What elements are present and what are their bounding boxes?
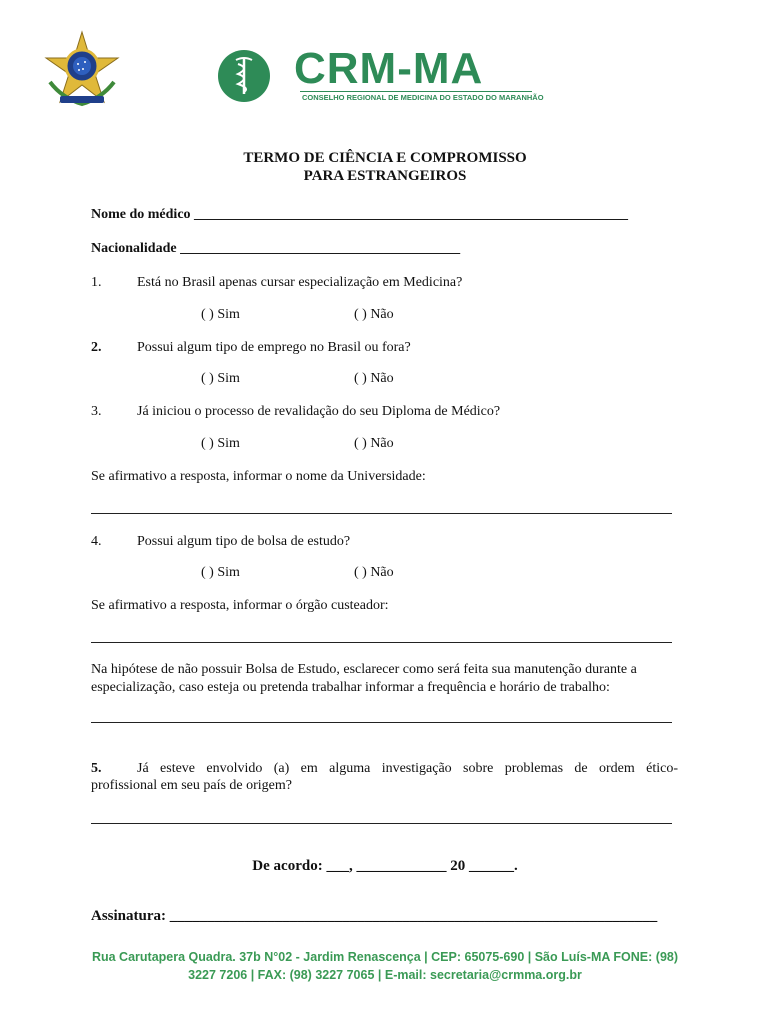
- question-1-number: 1.: [91, 275, 102, 290]
- orgao-prompt: Se afirmativo a resposta, informar o órgão custeador:: [91, 598, 389, 613]
- question-1-text: Está no Brasil apenas cursar especialização em Medicina?: [137, 275, 463, 290]
- question-3-option-sim[interactable]: ( ) Sim: [201, 436, 240, 451]
- assinatura-label: Assinatura:: [91, 908, 167, 924]
- nacionalidade-blank: ________________________________________: [180, 241, 461, 256]
- bolsa-answer-line[interactable]: [91, 722, 672, 723]
- question-5-answer-line[interactable]: [91, 823, 672, 824]
- question-3-text: Já iniciou o processo de revalidação do seu Diploma de Médico?: [137, 404, 501, 419]
- nacionalidade-field[interactable]: [91, 241, 460, 257]
- nacionalidade-label: Nacionalidade: [91, 241, 177, 256]
- logo-divider: [300, 91, 532, 92]
- footer-address-line1: Rua Carutapera Quadra. 37b N°02 - Jardim Renascença | CEP: 65075-690 | São Luís-MA FONE: (98): [91, 950, 679, 964]
- question-1-option-sim[interactable]: ( ) Sim: [201, 307, 240, 322]
- question-3-option-nao[interactable]: ( ) Não: [354, 436, 394, 451]
- question-2-option-nao[interactable]: ( ) Não: [354, 371, 394, 386]
- nome-medico-label: Nome do médico: [91, 207, 191, 222]
- orgao-answer-line[interactable]: [91, 642, 672, 643]
- question-1-option-nao[interactable]: ( ) Não: [354, 307, 394, 322]
- caduceus-icon: [216, 48, 272, 104]
- question-4-option-sim[interactable]: ( ) Sim: [201, 565, 240, 580]
- question-2-text: Possui algum tipo de emprego no Brasil ou fora?: [137, 340, 411, 355]
- footer-address-line2: 3227 7206 | FAX: (98) 3227 7065 | E-mail: secretaria@crmma.org.br: [188, 968, 582, 982]
- logo-text: CRM-MA: [294, 44, 484, 93]
- coat-of-arms-emblem: [42, 30, 122, 110]
- question-5-text-line1: Já esteve envolvido (a) em alguma investigação sobre problemas de ordem ético-: [137, 761, 678, 776]
- question-4-option-nao[interactable]: ( ) Não: [354, 565, 394, 580]
- question-3-number: 3.: [91, 404, 102, 419]
- assinatura-field[interactable]: [91, 908, 657, 925]
- question-4-text: Possui algum tipo de bolsa de estudo?: [137, 534, 351, 549]
- bolsa-paragraph-line1: Na hipótese de não possuir Bolsa de Estudo, esclarecer como será feita sua manutenção durante a: [91, 662, 637, 677]
- nome-medico-blank: ______________________________________________________________: [194, 207, 629, 222]
- universidade-answer-line[interactable]: [91, 513, 672, 514]
- question-2-option-sim[interactable]: ( ) Sim: [201, 371, 240, 386]
- bolsa-paragraph-line2: especialização, caso esteja ou pretenda trabalhar informar a frequência e horário de trabalho:: [91, 680, 610, 695]
- crm-ma-logo: [216, 44, 546, 108]
- document-title-line1: TERMO DE CIÊNCIA E COMPROMISSO: [243, 150, 527, 166]
- question-5-number: 5.: [91, 761, 102, 776]
- logo-subtitle: CONSELHO REGIONAL DE MEDICINA DO ESTADO DO MARANHÃO: [302, 93, 544, 102]
- question-5-text-line2: profissional em seu país de origem?: [91, 778, 293, 793]
- question-2-number: 2.: [91, 340, 102, 355]
- document-title-line2: PARA ESTRANGEIROS: [303, 168, 467, 184]
- assinatura-blank: _________________________________________________________________: [169, 908, 658, 924]
- universidade-prompt: Se afirmativo a resposta, informar o nome da Universidade:: [91, 469, 426, 484]
- de-acordo-line[interactable]: De acordo: ___, ____________ 20 ______.: [252, 858, 518, 874]
- question-4-number: 4.: [91, 534, 102, 549]
- nome-medico-field[interactable]: [91, 207, 628, 223]
